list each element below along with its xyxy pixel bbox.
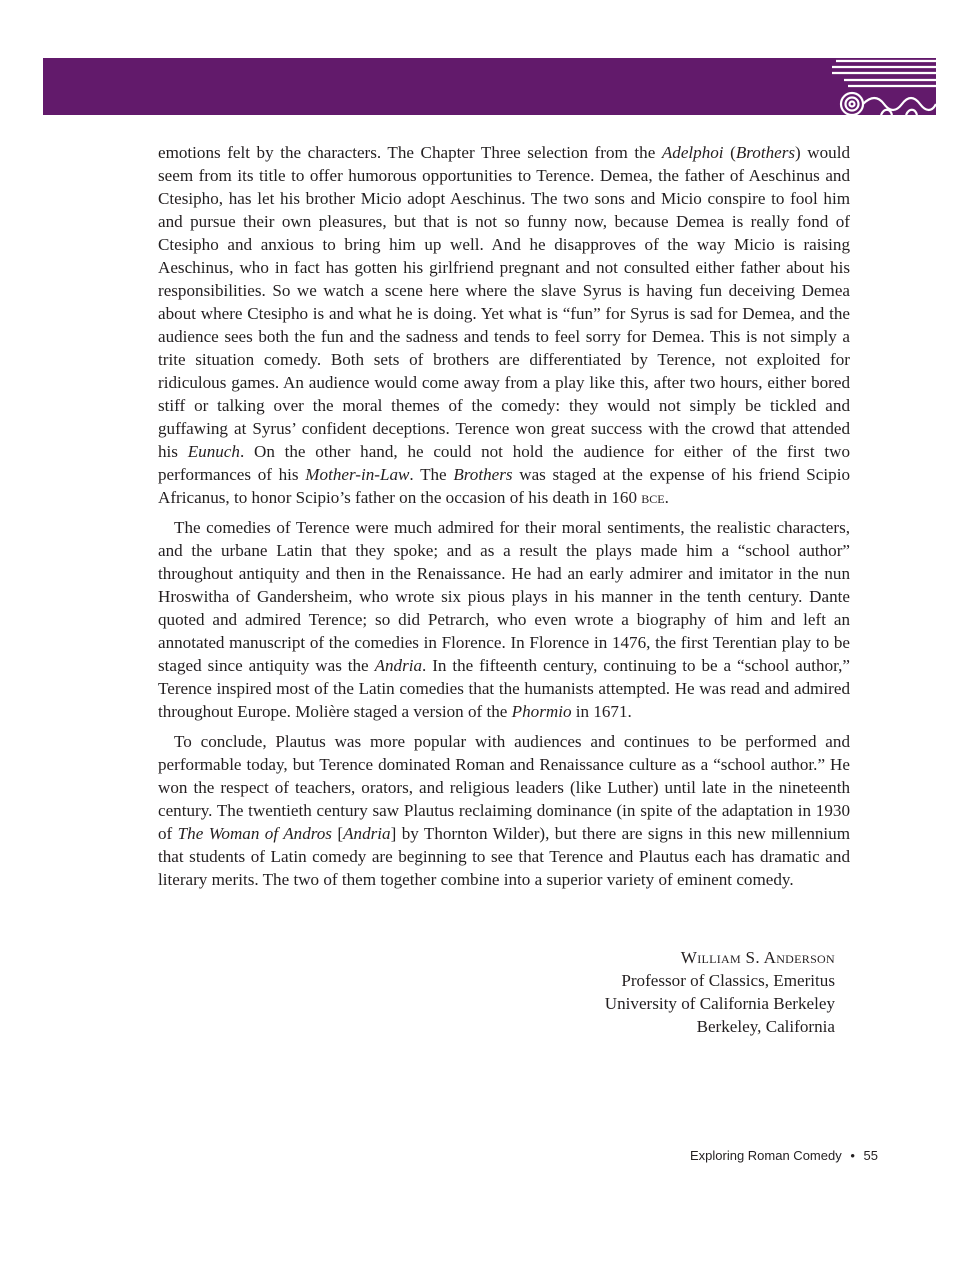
header-banner <box>43 58 936 115</box>
italic-text: Phormio <box>511 702 572 721</box>
footer-book-title: Exploring Roman Comedy <box>689 1148 842 1163</box>
paragraph-2: The comedies of Terence were much admired for their moral sentiments, the realistic characters, and the urbane Latin that they spoke; and as a result the plays made him a “school author” throughout antiquity and then in the Renaissance. He had an early admirer and imitator in the nun Hroswitha of Gandersheim, who wrote six pious plays in his manner in the tenth century. Dante quoted and admired Terence; so did Petrarch, who even wrote a biography of him and left an annotated manuscript of the comedies in Florence. In Florence in 1476, the first Terentian play to be staged since antiquity was the Andria. In the fifteenth century, continuing to be a “school author,” Terence inspired most of the Latin comedies that the humanists attempted. He was read and admired throughout Europe. Molière staged a version of the Phormio in 1671. <box>158 518 850 721</box>
author-location: Berkeley, California <box>696 1017 835 1036</box>
page-footer <box>560 1148 878 1163</box>
author-name: William S. Anderson <box>680 948 835 967</box>
author-institution: University of California Berkeley <box>604 994 835 1013</box>
italic-text: Adelphoi <box>661 143 724 162</box>
page-number: 55 <box>863 1148 878 1163</box>
body-text <box>158 141 850 898</box>
paragraph-3: To conclude, Plautus was more popular with audiences and continues to be performed and performable today, but Terence dominated Roman and Renaissance culture as a “school author.” He won the respect of teachers, orators, and religious leaders (like Luther) until late in the nineteenth century. The twentieth century saw Plautus reclaiming dominance (in spite of the adaptation in 1930 of The Woman of Andros [Andria] by Thornton Wilder), but there are signs in this new millennium that students of Latin comedy are beginning to see that Terence and Plautus each has dramatic and literary merits. The two of them together combine into a superior variety of eminent comedy. <box>158 732 851 889</box>
italic-text: Andria <box>374 656 423 675</box>
ionic-capital-icon <box>826 58 936 115</box>
small-caps-text: bce <box>641 488 665 507</box>
italic-text: Mother-in-Law <box>305 465 410 484</box>
signature-block <box>500 946 835 1038</box>
italic-text: Brothers <box>453 465 513 484</box>
italic-text: The Woman of Andros <box>177 824 332 843</box>
italic-text: Andria <box>343 824 391 843</box>
author-title: Professor of Classics, Emeritus <box>621 971 835 990</box>
paragraph-1: emotions felt by the characters. The Chapter Three selection from the Adelphoi (Brothers) would seem from its title to offer humorous opportunities to Terence. Demea, the father of Aeschinus and Ctesipho, has let his brother Micio adopt Aeschinus. The two sons and Micio conspire to fool him and pursue their own pleasures, but that is not so funny now, because Demea is really fond of Ctesipho and anxious to bring him up well. And he disapproves of the way Micio is raising Aeschinus, who in fact has gotten his girlfriend pregnant and not consulted either father about his responsibilities. So we watch a scene here where the slave Syrus is having fun deceiving Demea about where Ctesipho is and what he is doing. Yet what is “fun” for Syrus is sad for Demea, and the audience sees both the fun and the sadness and tends to feel sorry for Demea. This is not simply a trite situation comedy. Both sets of brothers are differentiated by Terence, not exploited for ridiculous games. An audience would come away from a play like this, after two hours, either bored stiff or talking over the moral themes of the comedy: they would not simply be tickled and guffawing at Syrus’ confident deceptions. Terence won great success with the crowd that attended his Eunuch. On the other hand, he could not hold the audience for either of the first two performances of his Mother-in-Law. The Brothers was staged at the expense of his friend Scipio Africanus, to honor Scipio’s father on the occasion of his death in 160 bce. <box>158 143 850 507</box>
footer-separator: • <box>850 1148 855 1163</box>
italic-text: Brothers <box>735 143 796 162</box>
italic-text: Eunuch <box>187 442 240 461</box>
